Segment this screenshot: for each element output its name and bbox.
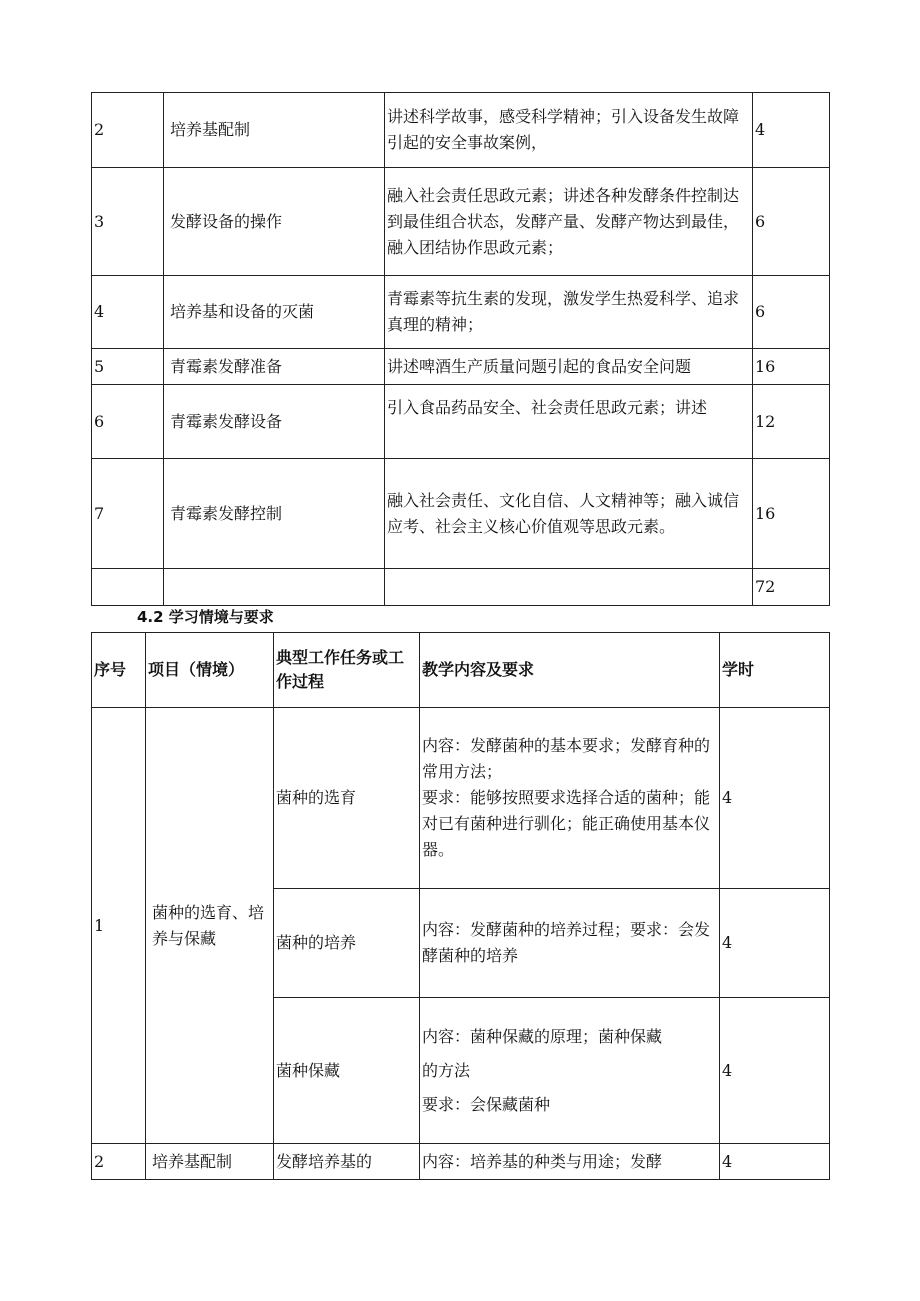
task-content: 内容：菌种保藏的原理；菌种保藏 的方法 要求：会保藏菌种 (420, 998, 720, 1144)
row-topic: 青霉素发酵控制 (164, 459, 385, 569)
row-topic: 培养基和设备的灭菌 (164, 276, 385, 349)
row-hours: 16 (753, 349, 830, 385)
row-content: 融入社会责任、文化自信、人文精神等；融入诚信应考、社会主义核心价值观等思政元素。 (385, 459, 753, 569)
row-number (92, 569, 164, 606)
row-number: 6 (92, 385, 164, 459)
table-row (92, 459, 830, 569)
row-number: 4 (92, 276, 164, 349)
task-name: 菌种的培养 (274, 889, 420, 998)
group-project: 菌种的选育、培养与保藏 (146, 708, 274, 1144)
row-number: 5 (92, 349, 164, 385)
row-topic: 青霉素发酵准备 (164, 349, 385, 385)
table-row (92, 168, 830, 276)
task-name: 菌种的选育 (274, 708, 420, 889)
table-row (92, 93, 830, 168)
header-content: 教学内容及要求 (420, 633, 720, 708)
header-project: 项目（情境） (146, 633, 274, 708)
group-number: 2 (92, 1144, 146, 1180)
task-hours: 4 (720, 1144, 830, 1180)
header-hours: 学时 (720, 633, 830, 708)
total-hours: 72 (753, 569, 830, 606)
group-number: 1 (92, 708, 146, 1144)
row-hours: 6 (753, 168, 830, 276)
row-hours: 6 (753, 276, 830, 349)
table-row (92, 349, 830, 385)
thinking-elements-table (91, 92, 830, 606)
row-content: 青霉素等抗生素的发现，激发学生热爱科学、追求真理的精神； (385, 276, 753, 349)
row-topic (164, 569, 385, 606)
header-number: 序号 (92, 633, 146, 708)
header-task: 典型工作任务或工作过程 (274, 633, 420, 708)
table-header-row (92, 633, 830, 708)
group-project: 培养基配制 (146, 1144, 274, 1180)
row-topic: 青霉素发酵设备 (164, 385, 385, 459)
table-row (92, 708, 830, 889)
row-content (385, 569, 753, 606)
section-title: 4.2 学习情境与要求 (137, 608, 274, 626)
table-row-total (92, 569, 830, 606)
row-number: 3 (92, 168, 164, 276)
table-row (92, 1144, 830, 1180)
row-hours: 4 (753, 93, 830, 168)
task-name: 菌种保藏 (274, 998, 420, 1144)
row-hours: 12 (753, 385, 830, 459)
row-topic: 培养基配制 (164, 93, 385, 168)
row-content: 引入食品药品安全、社会责任思政元素；讲述 (385, 385, 753, 459)
table-row (92, 276, 830, 349)
row-number: 2 (92, 93, 164, 168)
task-content: 内容：培养基的种类与用途；发酵 (420, 1144, 720, 1180)
row-topic: 发酵设备的操作 (164, 168, 385, 276)
learning-situations-table (91, 632, 830, 1180)
row-hours: 16 (753, 459, 830, 569)
task-hours: 4 (720, 889, 830, 998)
task-hours: 4 (720, 708, 830, 889)
task-hours: 4 (720, 998, 830, 1144)
row-content: 讲述科学故事，感受科学精神；引入设备发生故障引起的安全事故案例， (385, 93, 753, 168)
task-content: 内容：发酵菌种的培养过程；要求：会发酵菌种的培养 (420, 889, 720, 998)
table-row (92, 385, 830, 459)
task-name: 发酵培养基的 (274, 1144, 420, 1180)
row-content: 融入社会责任思政元素；讲述各种发酵条件控制达到最佳组合状态，发酵产量、发酵产物达到最佳，融入团结协作思政元素； (385, 168, 753, 276)
row-number: 7 (92, 459, 164, 569)
row-content: 讲述啤酒生产质量问题引起的食品安全问题 (385, 349, 753, 385)
task-content: 内容：发酵菌种的基本要求；发酵育种的常用方法； 要求：能够按照要求选择合适的菌种；能对已有菌种进行驯化；能正确使用基本仪器。 (420, 708, 720, 889)
